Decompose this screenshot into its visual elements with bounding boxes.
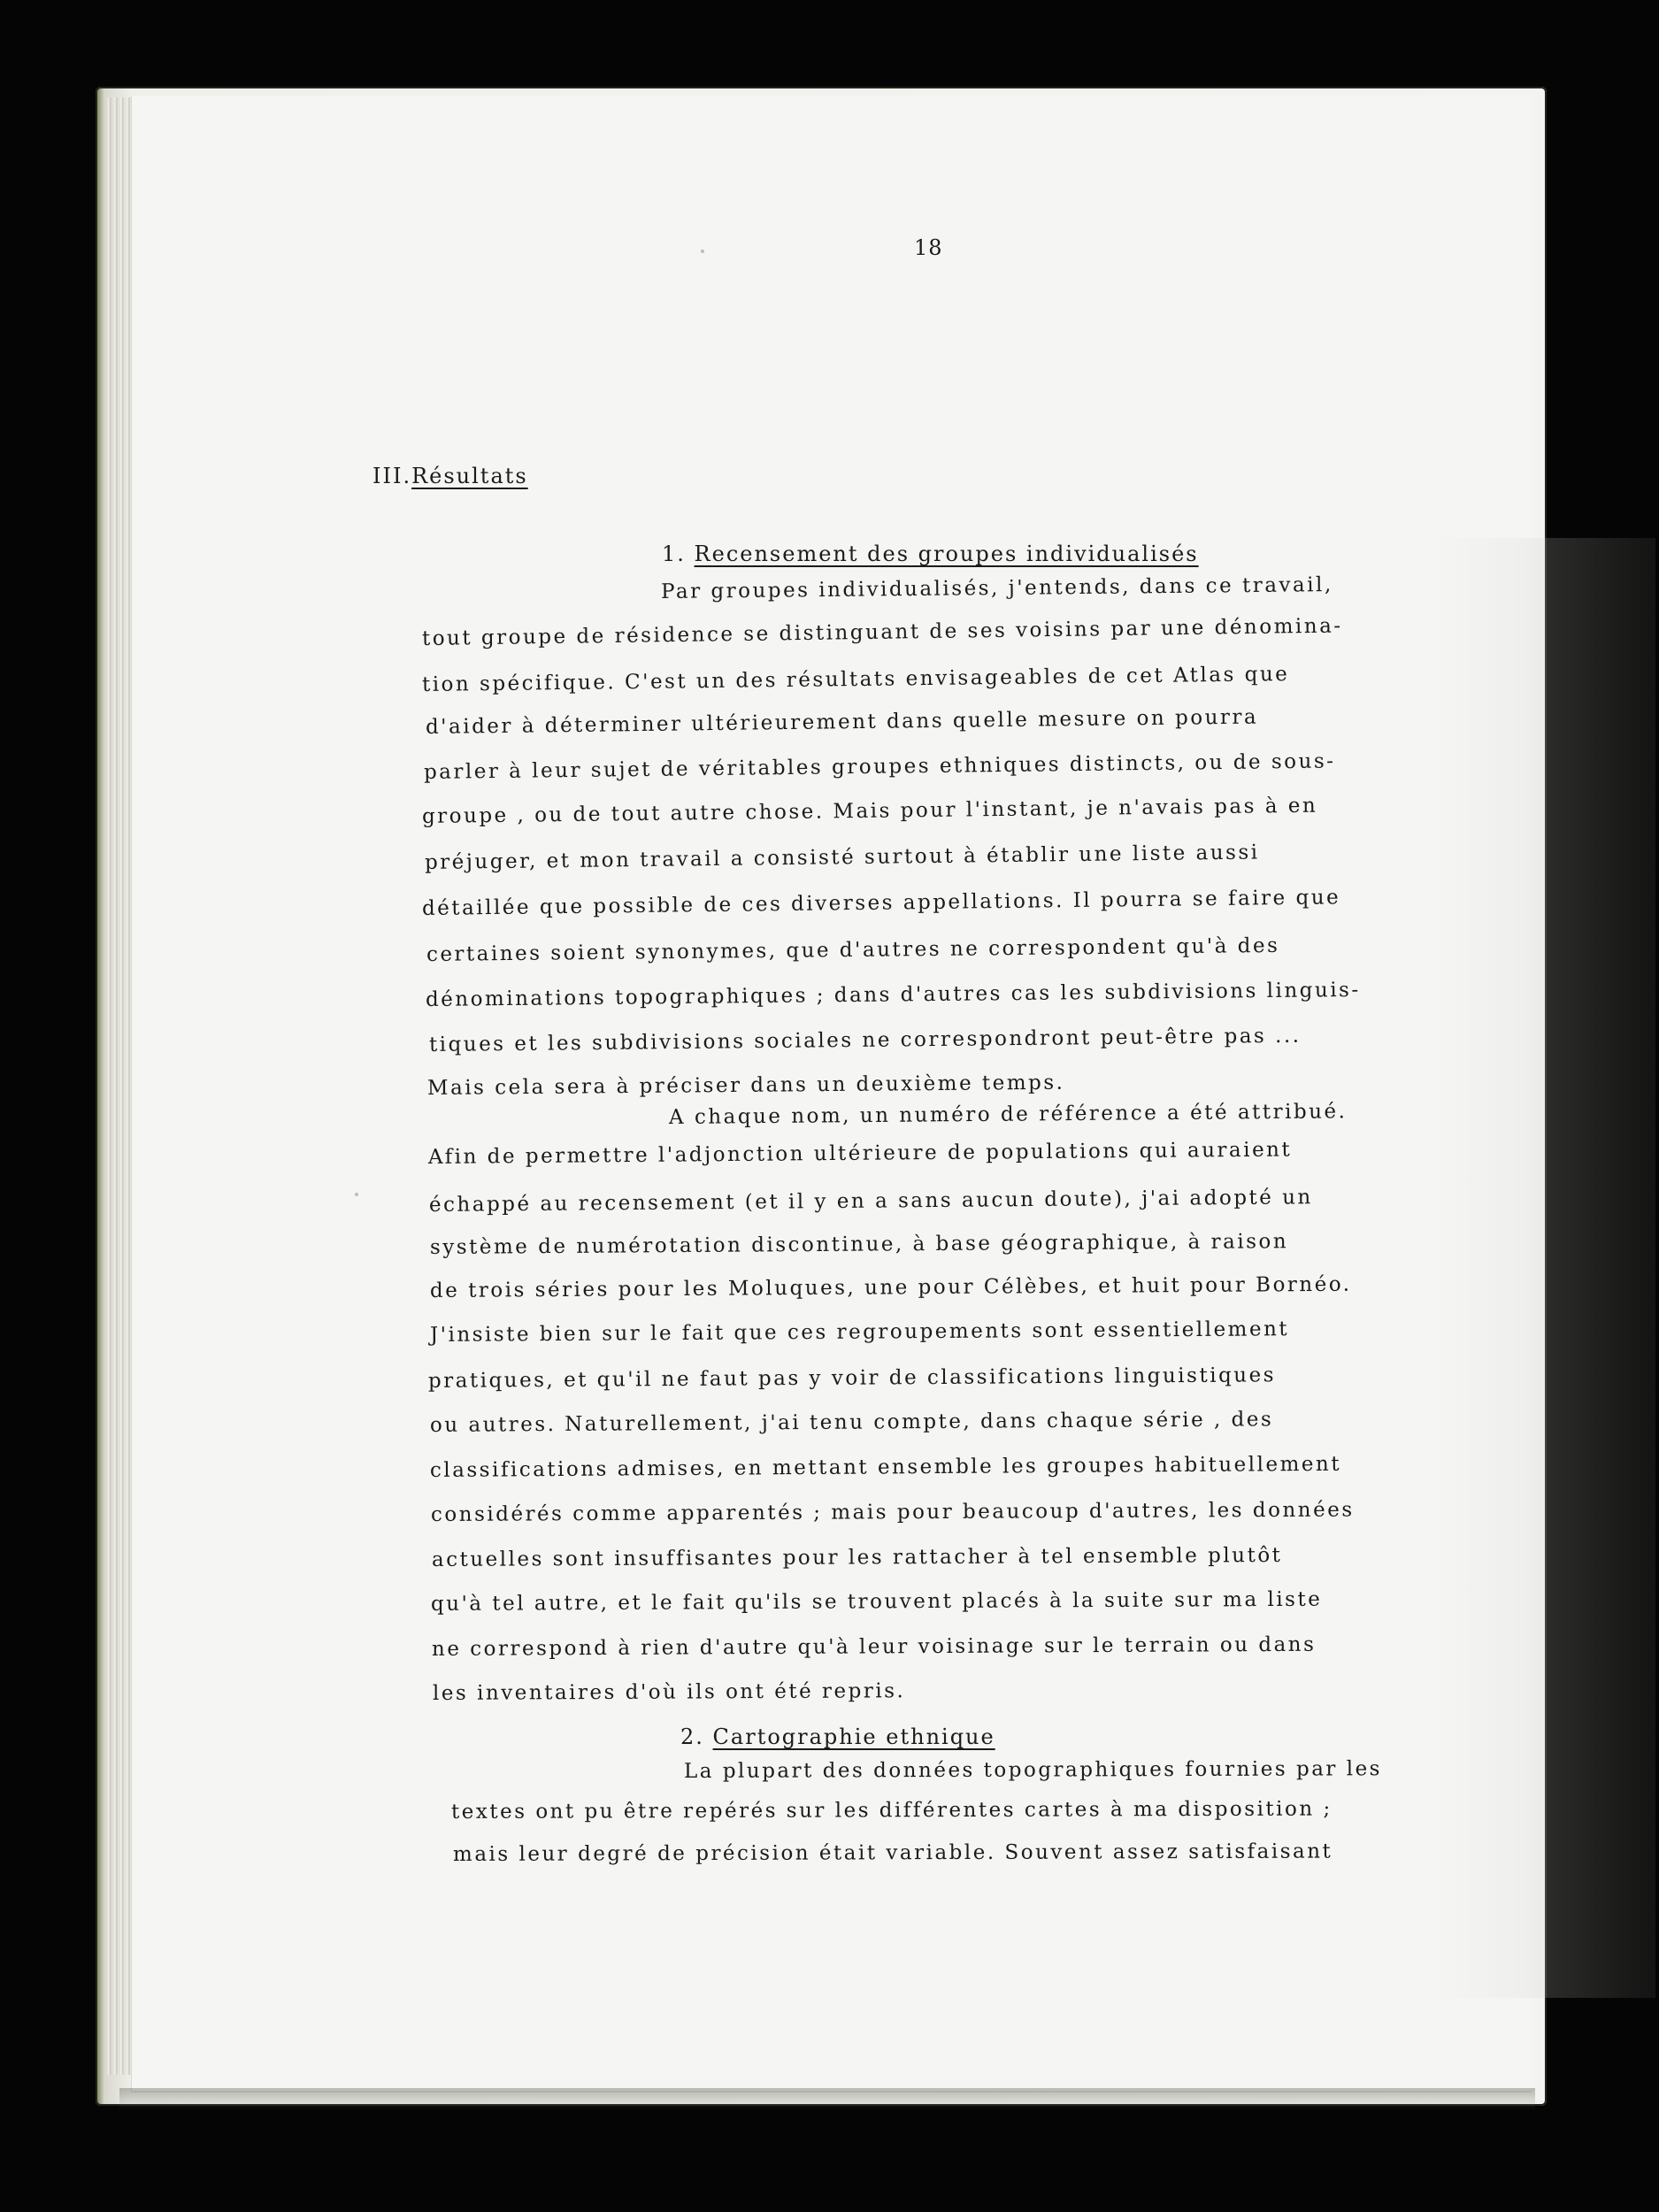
text-line-14: Afin de permettre l'adjonction ultérieure de populations qui auraient [427,1138,1293,1169]
text-line-25: ne correspond à rien d'autre qu'à leur voisinage sur le terrain ou dans [431,1632,1317,1661]
subsection-heading-1 [662,543,1199,565]
page-text [132,96,1532,2091]
text-line-2: tout groupe de résidence se distinguant de ses voisins par une dénomina- [421,614,1343,650]
subsection-1-number: 1. [662,541,686,566]
page-number: 18 [914,235,943,260]
text-line-13: A chaque nom, un numéro de référence a été attribué. [668,1100,1348,1129]
text-line-11: tiques et les subdivisions sociales ne correspondront peut-être pas ... [428,1024,1302,1056]
text-line-21: classifications admises, en mettant ensemble les groupes habituellement [429,1452,1342,1482]
text-line-8: détaillée que possible de ces diverses appellations. Il pourra se faire que [421,886,1341,920]
text-line-17: de trois séries pour les Moluques, une pour Célèbes, et huit pour Bornéo. [429,1272,1352,1302]
text-line-15: échappé au recensement (et il y en a sans aucun doute), j'ai adopté un [428,1186,1313,1217]
text-line-12: Mais cela sera à préciser dans un deuxième temps. [426,1071,1065,1100]
text-line-7: préjuger, et mon travail a consisté surtout à établir une liste aussi [424,841,1260,874]
subsection-2-title: Cartographie ethnique [712,1724,995,1749]
text-line-22: considérés comme apparentés ; mais pour beaucoup d'autres, les données [430,1498,1355,1526]
section-number: III. [373,464,412,488]
text-line-20: ou autres. Naturellement, j'ai tenu compte, dans chaque série , des [429,1408,1274,1437]
text-line-1: Par groupes individualisés, j'entends, dans ce travail, [660,573,1333,603]
document-page [131,96,1532,2093]
text-line-29: mais leur degré de précision était variable. Souvent assez satisfaisant [452,1839,1333,1866]
text-line-19: pratiques, et qu'il ne faut pas y voir de classifications linguistiques [427,1363,1277,1393]
section-heading [373,465,528,487]
text-line-16: système de numérotation discontinue, à base géographique, à raison [429,1230,1289,1259]
text-line-28: textes ont pu être repérés sur les différentes cartes à ma disposition ; [450,1797,1333,1824]
text-line-5: parler à leur sujet de véritables groupes ethniques distincts, ou de sous- [423,749,1336,784]
text-line-23: actuelles sont insuffisantes pour les rattacher à tel ensemble plutôt [431,1543,1283,1571]
subsection-1-title: Recensement des groupes individualisés [694,541,1199,566]
subsection-heading-2 [680,1726,995,1747]
page-bottom-shadow [119,2088,1535,2110]
text-line-18: J'insiste bien sur le fait que ces regroupements sont essentiellement [429,1317,1290,1347]
text-line-24: qu'à tel autre, et le fait qu'ils se trouvent placés à la suite sur ma liste [430,1587,1323,1616]
text-line-6: groupe , ou de tout autre chose. Mais pour l'instant, je n'avais pas à en [421,794,1318,828]
text-line-26: les inventaires d'où ils ont été repris. [432,1679,906,1705]
text-line-3: tion spécifique. C'est un des résultats envisageables de cet Atlas que [421,663,1290,696]
subsection-2-number: 2. [680,1724,704,1749]
text-line-27: La plupart des données topographiques fournies par les [683,1757,1383,1783]
text-line-10: dénominations topographiques ; dans d'autres cas les subdivisions linguis- [425,978,1361,1011]
text-line-4: d'aider à déterminer ultérieurement dans quelle mesure on pourra [425,705,1259,739]
text-line-9: certaines soient synonymes, que d'autres ne correspondent qu'à des [426,933,1280,966]
section-title: Résultats [411,464,528,488]
